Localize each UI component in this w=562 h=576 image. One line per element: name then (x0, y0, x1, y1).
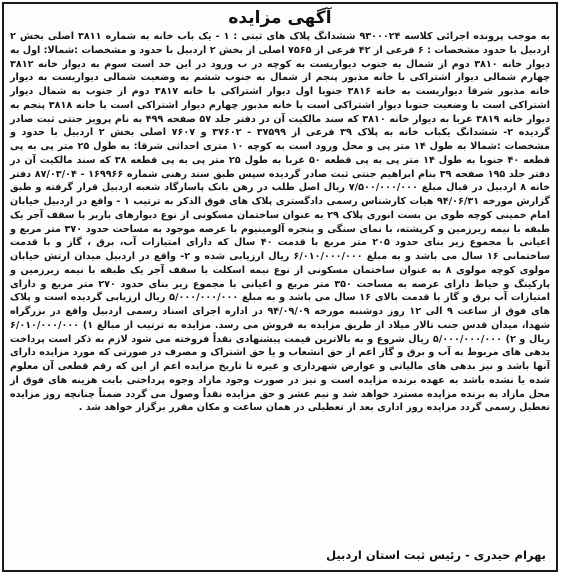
auction-notice (2, 2, 558, 572)
notice-body (4, 30, 556, 415)
notice-title: آگهی مزایده (228, 8, 332, 28)
notice-signature: بهرام حیدری - رئیس ثبت استان اردبیل (326, 548, 546, 562)
notice-paragraph: به موجب پرونده اجرائی کلاسه ۹۳۰۰۰۲۴ ششدانگ پلاک های ثبتی : ۱ - یک باب خانه به شماره ۳۸۱۱ اصلی بخش ۲ اردبیل با حدود مشخصات : ۶ فرعی از ۴۲ فرعی از ۷۵۶۵ اصلی از بخش ۲ اردبیل با حدود و مشخصات :شمالا: اول به دیوار خانه ۳۸۱۰ دوم از شمال به جنوب دیواریست به کوچه در ب ورود در این حد است سوم به دیوار خانه ۳۸۱۲ چهارم شمالی دیوار اشتراکی با خانه مذبور پنجم از شمال به جنوب ششم به وضعیت شمالی دیواریست به دیوار خانه مذبور شرقا دیواریست به خانه ۳۸۱۶ جنوبا اول دیوار اشتراکی با خانه ۳۸۱۷ دوم از جنوب به شمال دیوار اشتراکی است با وضعیت جنوبا دیوار اشتراکی است با خانه مذبور چهارم دیوار اشتراکی است با خانه ۳۸۱۸ پنجم به دیوار خانه ۳۸۱۹ غربا به دیوار خانه ۳۸۱۰ که سند مالکیت آن در دفتر جلد ۵۷ صفحه ۴۹۹ به نام پرویز جنتی ثبت صادر گردیده ۲- ششدانگ یکباب خانه به پلاک ۳۹ فرعی از ۳۷۵۹۹ - ۳۷۶۰۲ و ۷۶۰۷ اصلی بخش ۲ اردبیل با حدود و مشخصات :شمالا به طول ۱۴ متر پی و محل ورود است به کوچه ۱۰ متری احداثی شرقا: به طول ۲۵ متر پی به پی قطعه ۴۰ جنوبا به طول ۱۴ متر پی به پی قطعه ۵۰ غربا به طول ۲۵ متر پی به پی قطعه ۳۸ که سند مالکیت آن در دفتر جلد ۱۹۵ صفحه ۳۹ بنام ابراهیم جنتی ثبت صادر گردیده سپس طبق سند رهنی شماره ۱۶۹۹۶۶ - ۸۷/۰۳/۰۴ دفتر خانه ۸ اردبیل در قبال مبلغ ۷/۵۰۰/۰۰۰/۰۰۰ ریال اصل طلب در رهن بانک پاسارگاد شعبه اردبیل قرار گرفته و طبق گزارش مورخه ۹۴/۰۶/۳۱ هیات کارشناس رسمی دادگستری پلاک های فوق الذکر به ترتیب ۱ - واقع در اردبیل خیابان امام خمینی کوچه طوی بن بست انوری پلاک ۲۹ به عنوان ساختمان مسکونی از نوع دیوارهای باربر با سقف آجر یک طبقه با نیمه زیرزمین و کرپشته، با نمای سنگی و پنجره آلومینیوم با عرصه موجود به مساحت حدود ۳۷۰ متر مربع و اعیانی با مجموع زیر بنای حدود ۲۰۵ متر مربع با قدمت ۴۰ سال که دارای امتیازات آب، برق ، گاز و با قدمت ساختمانی ۱۶ سال می باشد و به مبلغ ۶/۰۱۰/۰۰۰/۰۰۰ ریال ارزیابی شده و ۲- واقع در اردبیل میدان ارتش خیابان مولوی کوچه مولوی ۸ به عنوان ساختمان مسکونی از نوع نیمه اسکلت با سقف آجر یک طبقه با نیمه زیرزمین و پارکینگ و حیاط دارای عرصه به مساحت ۳۵۰ متر مربع و اعیانی با مجموع زیر بنای حدود ۲۷۰ متر مربع و دارای امتیازات آب برق و گاز با قدمت بالای ۱۶ سال می باشد و به مبلغ ۵/۰۰۰/۰۰۰/۰۰۰ ریال ارزیابی گردیده است و پلاک های فوق از ساعت ۹ الی ۱۲ روز دوشنبه مورخه ۹۴/۰۹/۰۹ در اداره اجرای اسناد رسمی اردبیل واقع در بزرگراه شهدا، میدان قدس جنب تالار میلاد از طریق مزایده به فروش می رسد. مزایده به ترتیب از مبالغ ۱) ۶/۰۱۰/۰۰۰/۰۰۰ ریال و ۲) ۵/۰۰۰/۰۰۰/۰۰۰ ریال شروع و به بالاترین قیمت پیشنهادی نقداً فروخته می شود لازم به ذکر است پرداخت بدهی های مربوط به آب و برق و گاز اعم از حق انشعاب و یا حق اشتراک و مصرف در صورتی که مورد مزایده دارای آنها باشد و نیز بدهی های مالیاتی و عوارض شهرداری و غیره تا تاریخ مزایده اعم از این که رقم قطعی آن معلوم شده یا نشده باشد به عهده برنده مزایده است و نیز در صورت وجود مازاد وجوه پرداختی بابت هزینه های فوق از محل مازاد به برنده مزایده مسترد خواهد شد و نیم عشر و حق مزایده نقداً وصول می گردد ضمناً چنانچه روز مزایده تعطیل رسمی گردد مزایده روز اداری بعد از تعطیلی در همان ساعت و مکان مقرر برگزار خواهد شد . (10, 31, 551, 414)
